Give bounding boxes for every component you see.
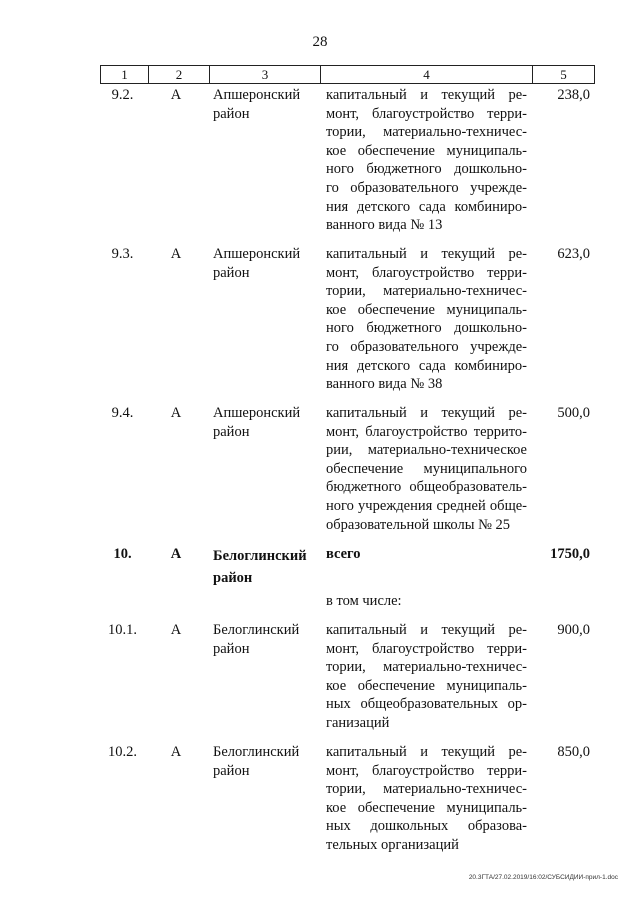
description-line: тории, материально-техничес- xyxy=(326,124,527,141)
description-line: го образовательного учрежде- xyxy=(326,179,527,196)
description-line: го образовательного учрежде- xyxy=(326,338,527,355)
description-line: ного учреждения средней обще- xyxy=(326,497,527,514)
row-district: Белоглинский район xyxy=(213,744,300,779)
row-description xyxy=(326,404,527,534)
row-category: А xyxy=(170,744,182,760)
description-line: ния детского сада комбиниро- xyxy=(326,357,527,374)
row-category: А xyxy=(170,87,182,103)
column-header-4: 4 xyxy=(321,66,533,84)
row-category: А xyxy=(170,546,182,562)
description-line: тории, материально-техничес- xyxy=(326,659,527,676)
row-amount: 623,0 xyxy=(557,246,590,262)
document-footer-path: 20.3ГТА/27.02.2019/16:02/СУБСИДИИ-прил-1.doc xyxy=(468,874,618,881)
page-number: 28 xyxy=(312,34,328,50)
row-amount: 238,0 xyxy=(557,87,590,103)
description-line: бюджетного общеобразователь- xyxy=(326,479,527,496)
description-line: кое обеспечение муниципаль- xyxy=(326,677,527,694)
description-line: ного бюджетного дошкольно- xyxy=(326,161,527,178)
row-amount: 1750,0 xyxy=(550,546,590,562)
row-district: Белоглинский район xyxy=(213,548,307,586)
description-line: монт, благоустройство терри- xyxy=(326,762,527,779)
row-description xyxy=(326,86,527,235)
row-amount: 850,0 xyxy=(557,744,590,760)
row-number: 10.2. xyxy=(108,744,137,760)
description-line: кое обеспечение муниципаль- xyxy=(326,142,527,159)
column-header-1: 1 xyxy=(101,66,149,84)
description-line: капитальный и текущий ре- xyxy=(326,622,527,638)
description-line: кое обеспечение муниципаль- xyxy=(326,799,527,816)
description-line: монт, благоустройство терри- xyxy=(326,640,527,657)
row-category: А xyxy=(170,405,182,421)
column-header-3: 3 xyxy=(210,66,321,84)
column-header-5: 5 xyxy=(533,66,595,84)
description-line: ганизаций xyxy=(326,714,390,731)
description-line: тельных организаций xyxy=(326,836,459,853)
description-line: кое обеспечение муниципаль- xyxy=(326,301,527,318)
row-district: Апшеронский район xyxy=(213,246,301,281)
description-line: ного бюджетного дошкольно- xyxy=(326,320,527,337)
description-line: капитальный и текущий ре- xyxy=(326,405,527,421)
description-line: обеспечение муниципального xyxy=(326,460,527,477)
description-line: капитальный и текущий ре- xyxy=(326,87,527,103)
row-amount: 900,0 xyxy=(557,622,590,638)
description-line: монт, благоустройство терри- xyxy=(326,105,527,122)
description-line: тории, материально-техничес- xyxy=(326,781,527,798)
row-category: А xyxy=(170,246,182,262)
description-line: монт, благоустройство террито- xyxy=(326,423,527,440)
description-line: капитальный и текущий ре- xyxy=(326,744,527,760)
description-line: в том числе: xyxy=(326,593,402,609)
description-line: тории, материально-техничес- xyxy=(326,283,527,300)
row-amount: 500,0 xyxy=(557,405,590,421)
row-district: Белоглинский район xyxy=(213,622,300,657)
description-line: капитальный и текущий ре- xyxy=(326,246,527,262)
row-description xyxy=(326,592,527,611)
row-description xyxy=(326,621,527,733)
column-header-table xyxy=(100,65,595,84)
description-line: ния детского сада комбиниро- xyxy=(326,198,527,215)
description-line: монт, благоустройство терри- xyxy=(326,264,527,281)
row-category: А xyxy=(170,622,182,638)
description-line: ванного вида № 38 xyxy=(326,376,443,393)
row-description xyxy=(326,545,527,564)
row-description xyxy=(326,245,527,394)
row-number: 9.4. xyxy=(111,405,134,421)
row-number: 9.3. xyxy=(111,246,134,262)
row-description xyxy=(326,743,527,855)
description-line: ных дошкольных образова- xyxy=(326,818,527,835)
row-number: 10.1. xyxy=(108,622,137,638)
column-header-row xyxy=(101,66,595,84)
description-line: всего xyxy=(326,546,361,562)
description-line: ванного вида № 13 xyxy=(326,217,443,234)
description-line: ных общеобразовательных ор- xyxy=(326,696,527,713)
row-number: 9.2. xyxy=(111,87,134,103)
row-number: 10. xyxy=(113,546,132,562)
description-line: рии, материально-техническое xyxy=(326,442,527,459)
description-line: образовательной школы № 25 xyxy=(326,516,511,533)
row-district: Апшеронский район xyxy=(213,405,301,440)
row-district: Апшеронский район xyxy=(213,87,301,122)
column-header-2: 2 xyxy=(149,66,210,84)
